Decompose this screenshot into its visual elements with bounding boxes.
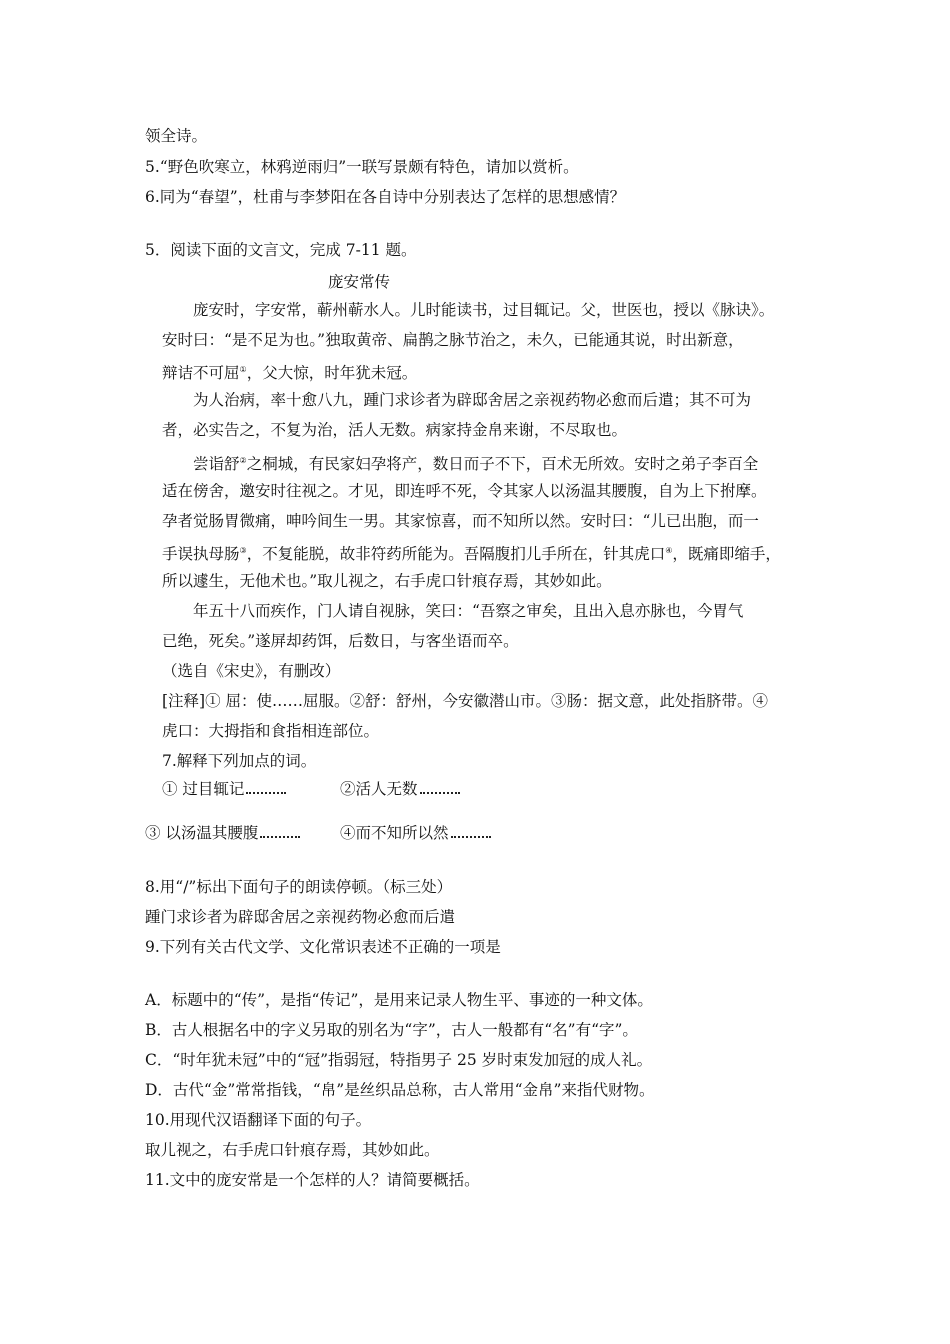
question-7-item	[145, 822, 300, 843]
question-7-item	[340, 822, 491, 843]
passage-title: 庞安常传	[328, 273, 391, 291]
question-11: 11.文中的庞安常是一个怎样的人？请简要概括。	[145, 1171, 480, 1189]
passage-line: 孕者觉肠胃微痛，呻吟间生一男。其家惊喜，而不知所以然。安时曰：“儿已出胞，而一	[162, 512, 759, 530]
passage-line: 者，必实告之，不复为治，活人无数。病家持金帛来谢，不尽取也。	[162, 421, 628, 439]
passage-line	[162, 360, 417, 383]
footnotes: [注释]① 屈：使……屈服。②舒：舒州，今安徽潜山市。③肠：据文意，此处指脐带。④	[162, 692, 769, 710]
question-10-sentence: 取儿视之，右手虎口针痕存焉，其妙如此。	[145, 1141, 440, 1159]
passage-text: 手误执母肠	[162, 545, 240, 564]
item-text: ① 过目辄记	[162, 780, 245, 798]
passage-text: 辩诘不可屈	[162, 364, 240, 383]
passage-line: 适在傍舍，邀安时往视之。才见，即连呼不死，令其家人以汤温其腰腹，自为上下拊摩。	[162, 482, 767, 500]
option-d: D．古代“金”常常指钱，“帛”是丝织品总称，古人常用“金帛”来指代财物。	[145, 1081, 655, 1099]
footnote-mark: ③	[239, 546, 247, 555]
text-line: 领全诗。	[145, 127, 208, 145]
question-5: 5.“野色吹寒立，林鸦逆雨归”一联写景颇有特色，请加以赏析。	[145, 158, 579, 176]
question-8: 8.用“/”标出下面句子的朗读停顿。（标三处）	[145, 878, 453, 896]
passage-line: 安时曰：“是不足为也。”独取黄帝、扁鹊之脉节治之，未久，已能通其说，时出新意，	[162, 331, 744, 349]
passage-text: ，既痛即缩手，	[672, 545, 781, 564]
answer-blank[interactable]	[246, 778, 286, 794]
question-7-item	[162, 778, 286, 799]
item-text: ②活人无数	[340, 780, 418, 798]
passage-text: ，父大惊，时年犹未冠。	[246, 364, 418, 383]
option-a: A．标题中的“传”，是指“传记”，是用来记录人物生平、事迹的一种文体。	[145, 991, 653, 1009]
question-6: 6.同为“春望”，杜甫与李梦阳在各自诗中分别表达了怎样的思想感情？	[145, 188, 626, 206]
passage-text: ，不复能脱，故非符药所能为。吾隔腹扪儿手所在，针其虎口	[246, 545, 666, 564]
passage-source: （选自《宋史》，有删改）	[162, 662, 341, 680]
passage-line: 庞安时，字安常，蕲州蕲水人。儿时能读书，过目辄记。父，世医也，授以《脉诀》。	[193, 301, 775, 319]
question-7: 7.解释下列加点的词。	[162, 752, 317, 770]
footnotes: 虎口：大拇指和食指相连部位。	[162, 722, 380, 740]
question-7-item	[340, 778, 460, 799]
item-text: ④而不知所以然	[340, 824, 449, 842]
footnote-mark: ①	[239, 365, 247, 374]
item-text: ③ 以汤温其腰腹	[145, 824, 259, 842]
section-instruction: 5．阅读下面的文言文，完成 7-11 题。	[145, 241, 417, 259]
question-8-sentence: 踵门求诊者为辟邸舍居之亲视药物必愈而后遣	[145, 908, 456, 926]
passage-line	[193, 451, 758, 474]
passage-line: 年五十八而疾作，门人请自视脉，笑曰：“吾察之审矣，且出入息亦脉也，今胃气	[193, 602, 744, 620]
footnote-mark: ④	[665, 546, 673, 555]
answer-blank[interactable]	[451, 822, 491, 838]
question-10: 10.用现代汉语翻译下面的句子。	[145, 1111, 372, 1129]
passage-text: 之桐城，有民家妇孕将产，数日而子不下，百术无所效。安时之弟子李百全	[246, 455, 759, 474]
passage-line: 为人治病，率十愈八九，踵门求诊者为辟邸舍居之亲视药物必愈而后遣；其不可为	[193, 391, 752, 409]
question-9: 9.下列有关古代文学、文化常识表述不正确的一项是	[145, 938, 501, 956]
answer-blank[interactable]	[420, 778, 460, 794]
option-b: B．古人根据名中的字义另取的别名为“字”，古人一般都有“名”有“字”。	[145, 1021, 638, 1039]
answer-blank[interactable]	[260, 822, 300, 838]
passage-line: 所以遽生，无他术也。”取儿视之，右手虎口针痕存焉，其妙如此。	[162, 572, 612, 590]
footnote-mark: ②	[239, 456, 247, 465]
passage-line: 已绝，死矣。”遂屏却药饵，后数日，与客坐语而卒。	[162, 632, 519, 650]
passage-text: 尝诣舒	[193, 455, 240, 474]
passage-line	[162, 541, 781, 564]
option-c: C．“时年犹未冠”中的“冠”指弱冠，特指男子 25 岁时束发加冠的成人礼。	[145, 1051, 653, 1069]
